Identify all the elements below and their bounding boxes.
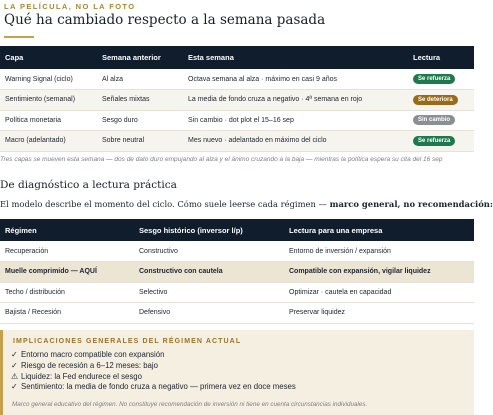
implication-text: Liquidez: la Fed endurece el sesgo [21, 371, 142, 381]
column-header: Lectura [408, 46, 474, 69]
intro-text: El modelo describe el momento del ciclo. Cómo suele leerse cada régimen — [0, 199, 330, 209]
regime-cell: Techo / distribución [0, 282, 134, 303]
diagnostic-intro [0, 199, 493, 209]
column-header: Capa [0, 46, 97, 69]
title-underline [4, 36, 34, 38]
table-header-row [0, 46, 474, 69]
check-icon: ✓ [11, 382, 18, 392]
table-row [0, 131, 474, 152]
section-eyebrow: LA PELÍCULA, NO LA FOTO [4, 2, 136, 11]
implication-item [11, 361, 296, 372]
column-header: Esta semana [183, 46, 408, 69]
implication-text: Riesgo de recesión a 6–12 meses: bajo [21, 360, 158, 370]
historical-bias-cell: Constructivo [134, 241, 284, 262]
implication-text: Entorno macro compatible con expansión [21, 350, 165, 359]
this-week-cell: Sin cambio · dot plot el 15–16 sep [183, 110, 408, 131]
previous-week-cell: Sobre neutral [97, 131, 183, 152]
table-row [0, 303, 474, 324]
historical-bias-cell: Selectivo [134, 282, 284, 303]
table-row [0, 110, 474, 131]
table-row [0, 282, 474, 303]
table-header-row [0, 219, 474, 241]
column-header: Lectura para una empresa [284, 219, 474, 241]
company-reading-cell: Preservar liquidez [284, 303, 474, 324]
layer-cell: Macro (adelantado) [0, 131, 97, 152]
historical-bias-cell: Defensivo [134, 303, 284, 324]
weekly-summary-note: Tres capas se mueven esta semana — dos de dato duro empujando al alza y el ánimo cruzando a la baja — mientras la política espera su cita del 16 sep [0, 156, 443, 163]
status-badge: Sin cambio [413, 115, 455, 125]
implication-item [11, 382, 296, 393]
regime-cell: Muelle comprimido — AQUÍ [0, 262, 134, 283]
table-row [0, 90, 474, 111]
company-reading-cell: Entorno de inversión / expansión [284, 241, 474, 262]
disclaimer-note: Marco general educativo del régimen. No constituye recomendación de inversión ni tiene en cuenta circunstancias individuales. [12, 401, 368, 408]
implication-item [11, 372, 296, 383]
column-header: Sesgo histórico (inversor l/p) [134, 219, 284, 241]
previous-week-cell: Señales mixtas [97, 90, 183, 111]
status-badge: Se deteriora [413, 95, 458, 105]
implications-panel [0, 330, 474, 415]
implications-list [11, 350, 296, 393]
page-title: Qué ha cambiado respecto a la semana pasada [4, 12, 326, 28]
status-badge: Se refuerza [413, 136, 455, 146]
warning-icon: ⚠ [11, 371, 18, 381]
weekly-changes-table [0, 46, 474, 152]
reading-cell [408, 110, 474, 131]
layer-cell: Sentimiento (semanal) [0, 90, 97, 111]
this-week-cell: La media de fondo cruza a negativo · 4ª semana en rojo [183, 90, 408, 111]
current-regime-row [0, 262, 474, 283]
regime-cell: Recuperación [0, 241, 134, 262]
implications-title: IMPLICACIONES GENERALES DEL RÉGIMEN ACTUAL [13, 338, 242, 345]
company-reading-cell: Optimizar · cautela en capacidad [284, 282, 474, 303]
column-header: Semana anterior [97, 46, 183, 69]
layer-cell: Warning Signal (ciclo) [0, 69, 97, 90]
previous-week-cell: Sesgo duro [97, 110, 183, 131]
check-icon: ✓ [11, 360, 18, 370]
implication-item [11, 350, 296, 361]
company-reading-cell: Compatible con expansión, vigilar liquidez [284, 262, 474, 283]
reading-cell [408, 131, 474, 152]
previous-week-cell: Al alza [97, 69, 183, 90]
this-week-cell: Mes nuevo · adelantado en máximo del ciclo [183, 131, 408, 152]
regime-cell: Bajista / Recesión [0, 303, 134, 324]
column-header: Régimen [0, 219, 134, 241]
intro-emphasis: marco general, no recomendación: [329, 199, 493, 209]
table-row [0, 69, 474, 90]
reading-cell [408, 69, 474, 90]
diagnostic-heading: De diagnóstico a lectura práctica [0, 179, 177, 191]
this-week-cell: Octava semana al alza · máximo en casi 9 años [183, 69, 408, 90]
reading-cell [408, 90, 474, 111]
table-row [0, 241, 474, 262]
layer-cell: Política monetaria [0, 110, 97, 131]
regime-table [0, 219, 474, 324]
check-icon: ✓ [11, 350, 18, 359]
historical-bias-cell: Constructivo con cautela [134, 262, 284, 283]
status-badge: Se refuerza [413, 74, 455, 84]
implication-text: Sentimiento: la media de fondo cruza a negativo — primera vez en doce meses [21, 382, 296, 392]
